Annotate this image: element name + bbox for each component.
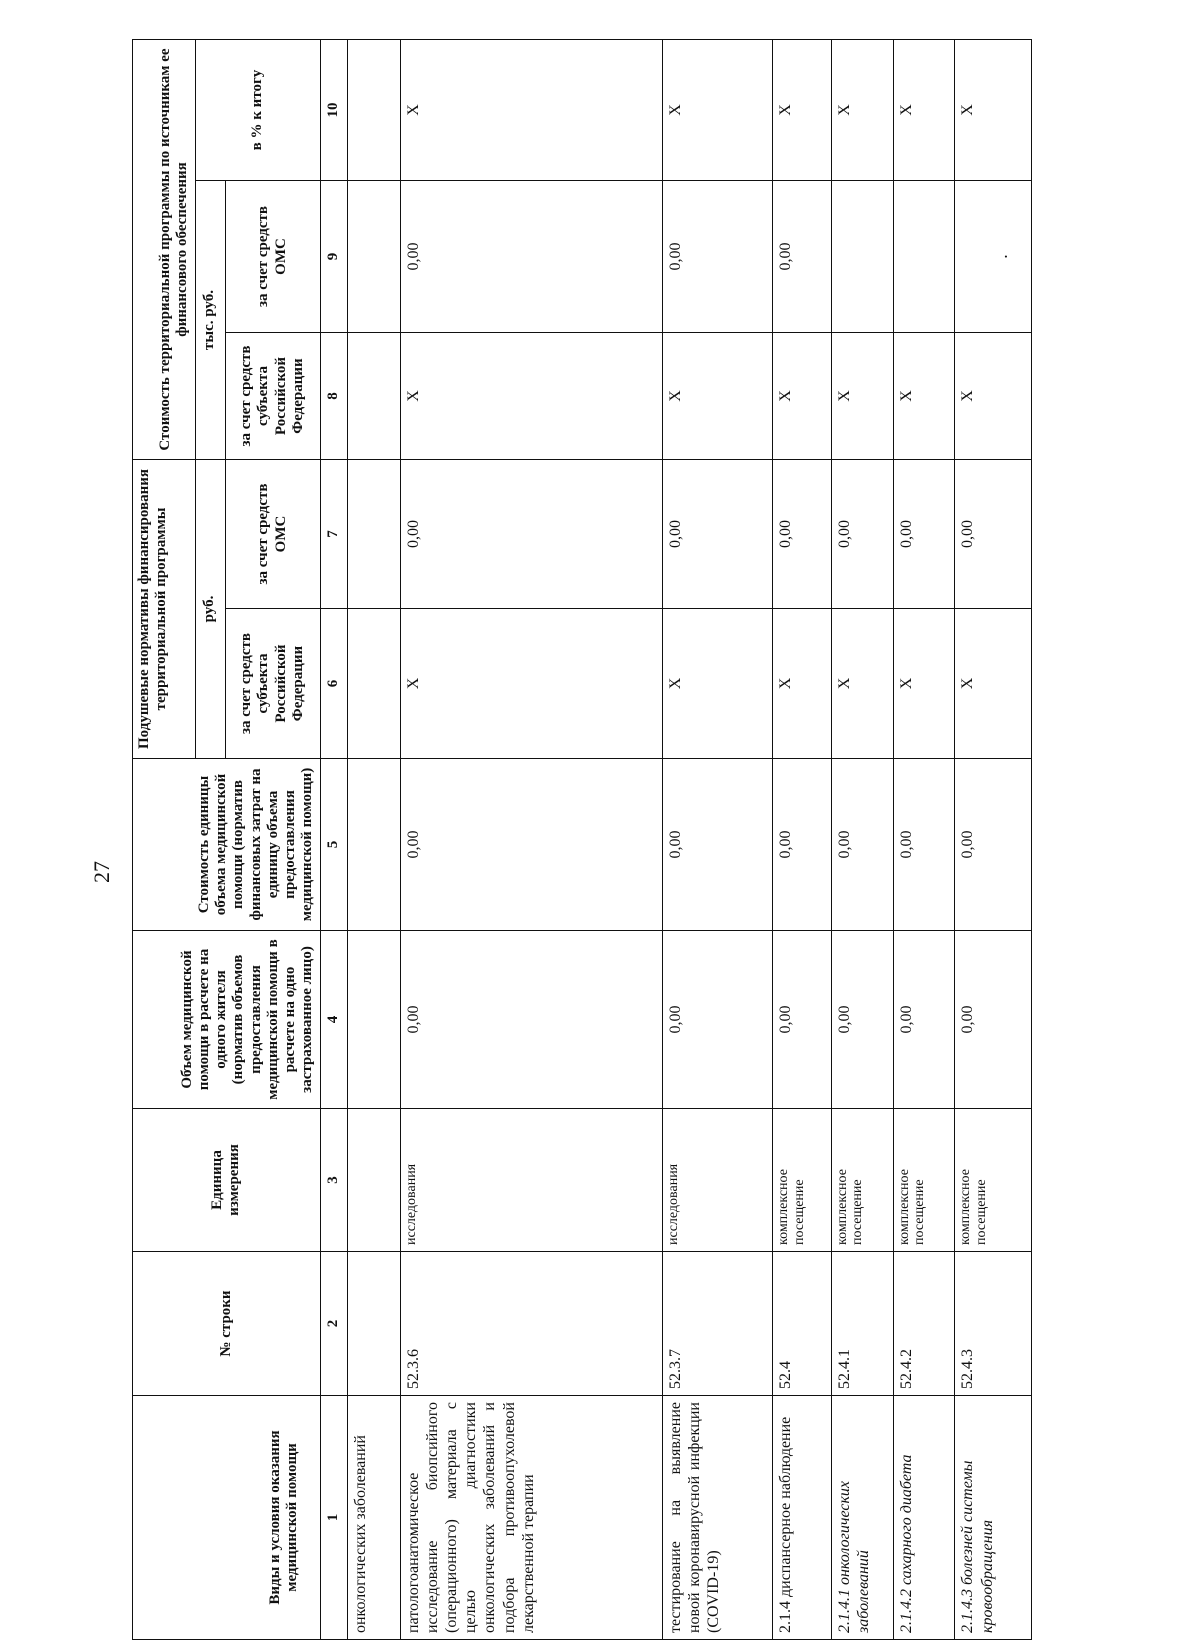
cell-col4: 0,00 [662,931,773,1109]
row-unit: комплексное посещение [893,1109,955,1252]
cell-col9: 0,00 [662,181,773,333]
row-line-number: 52.4.2 [893,1252,955,1396]
financing-table [132,39,1032,1640]
cell-col10: Х [893,40,955,181]
header-col5: Стоимость единицы объема медицинской помощи (норматив финансовых затрат на единицу объема предоставления медицинской помощи) [133,759,321,931]
row-line-number: 52.3.6 [400,1252,662,1396]
header-col4: Объем медицинской помощи в расчете на одного жителя (норматив объемов предоставления медицинской помощи в расчете на одно застрахованное лицо) [133,931,321,1109]
cell-col4: 0,00 [955,931,1032,1109]
cell-col7: 0,00 [662,460,773,609]
header-col2: № строки [133,1252,321,1396]
cell-col9: 0,00 [773,181,832,333]
row-unit: исследования [400,1109,662,1252]
cell-col8: Х [893,333,955,460]
cell-col10: Х [831,40,893,181]
table-row [347,40,400,1640]
column-number: 6 [320,609,347,759]
header-col1: Виды и условия оказания медицинской помощи [133,1396,321,1640]
header-col7: за счет средств ОМС [225,460,320,609]
row-name: 2.1.4.1 онкологических заболеваний [831,1396,893,1640]
header-group-a: Подушевые нормативы финансирования территориальной программы [133,460,196,759]
cell-col8 [347,333,400,460]
cell-col10: Х [662,40,773,181]
header-col10: в % к итогу [195,40,320,181]
row-name: 2.1.4.2 сахарного диабета [893,1396,955,1640]
row-unit: комплексное посещение [773,1109,832,1252]
header-col6: за счет средств субъекта Российской Федерации [225,609,320,759]
table-row [662,40,773,1640]
table-row [893,40,955,1640]
header-group-b-unit: тыс. руб. [195,181,225,460]
cell-col4: 0,00 [773,931,832,1109]
row-name: онкологических заболеваний [347,1396,400,1640]
cell-col7: 0,00 [400,460,662,609]
cell-col9 [893,181,955,333]
cell-col6: Х [662,609,773,759]
cell-col10: Х [400,40,662,181]
header-col8: за счет средств субъекта Российской Федерации [225,333,320,460]
table-row [400,40,662,1640]
cell-col10 [347,40,400,181]
cell-col7: 0,00 [893,460,955,609]
row-name: патологоанатомическое исследование биопсийного (операционного) материала с целью диагностики онкологических заболеваний и подбора противоопухолевой лекарственной терапии [400,1396,662,1640]
cell-col8: Х [955,333,1032,460]
cell-col6: Х [773,609,832,759]
column-number: 5 [320,759,347,931]
column-number: 2 [320,1252,347,1396]
cell-col10: Х [773,40,832,181]
cell-col8: Х [773,333,832,460]
cell-col9 [347,181,400,333]
header-group-b: Стоимость территориальной программы по источникам ее финансового обеспечения [133,40,196,460]
column-number: 8 [320,333,347,460]
cell-col8: Х [400,333,662,460]
cell-col5: 0,00 [662,759,773,931]
row-unit: комплексное посещение [831,1109,893,1252]
column-number: 4 [320,931,347,1109]
cell-col7 [347,460,400,609]
cell-col4: 0,00 [831,931,893,1109]
cell-col6 [347,609,400,759]
column-number: 7 [320,460,347,609]
table-row [955,40,1032,1640]
column-number: 9 [320,181,347,333]
cell-col8: Х [831,333,893,460]
cell-col8: Х [662,333,773,460]
row-name: 2.1.4.3 болезней системы кровообращения [955,1396,1032,1640]
row-line-number: 52.4.1 [831,1252,893,1396]
row-line-number: 52.3.7 [662,1252,773,1396]
cell-col4 [347,931,400,1109]
cell-col7: 0,00 [831,460,893,609]
cell-col9: . [955,181,1032,333]
cell-col4: 0,00 [400,931,662,1109]
row-name: тестирование на выявление новой коронавирусной инфекции (COVID-19) [662,1396,773,1640]
column-number: 3 [320,1109,347,1252]
row-unit: комплексное посещение [955,1109,1032,1252]
table-container [132,40,1032,1640]
cell-col5: 0,00 [773,759,832,931]
column-number: 1 [320,1396,347,1640]
header-col9: за счет средств ОМС [225,181,320,333]
cell-col9: 0,00 [400,181,662,333]
cell-col5: 0,00 [893,759,955,931]
header-col3: Единица измерения [133,1109,321,1252]
row-line-number: 52.4 [773,1252,832,1396]
page-number: 27 [89,861,114,883]
cell-col6: Х [831,609,893,759]
header-group-a-unit: руб. [195,460,225,759]
cell-col7: 0,00 [773,460,832,609]
cell-col4: 0,00 [893,931,955,1109]
cell-col6: Х [400,609,662,759]
cell-col5: 0,00 [955,759,1032,931]
table-row [831,40,893,1640]
cell-col6: Х [955,609,1032,759]
cell-col5 [347,759,400,931]
cell-col6: Х [893,609,955,759]
cell-col9 [831,181,893,333]
row-unit [347,1109,400,1252]
cell-col10: Х [955,40,1032,181]
cell-col5: 0,00 [831,759,893,931]
cell-col5: 0,00 [400,759,662,931]
cell-col7: 0,00 [955,460,1032,609]
row-unit: исследования [662,1109,773,1252]
table-row [773,40,832,1640]
row-line-number [347,1252,400,1396]
row-line-number: 52.4.3 [955,1252,1032,1396]
column-number: 10 [320,40,347,181]
row-name: 2.1.4 диспансерное наблюдение [773,1396,832,1640]
